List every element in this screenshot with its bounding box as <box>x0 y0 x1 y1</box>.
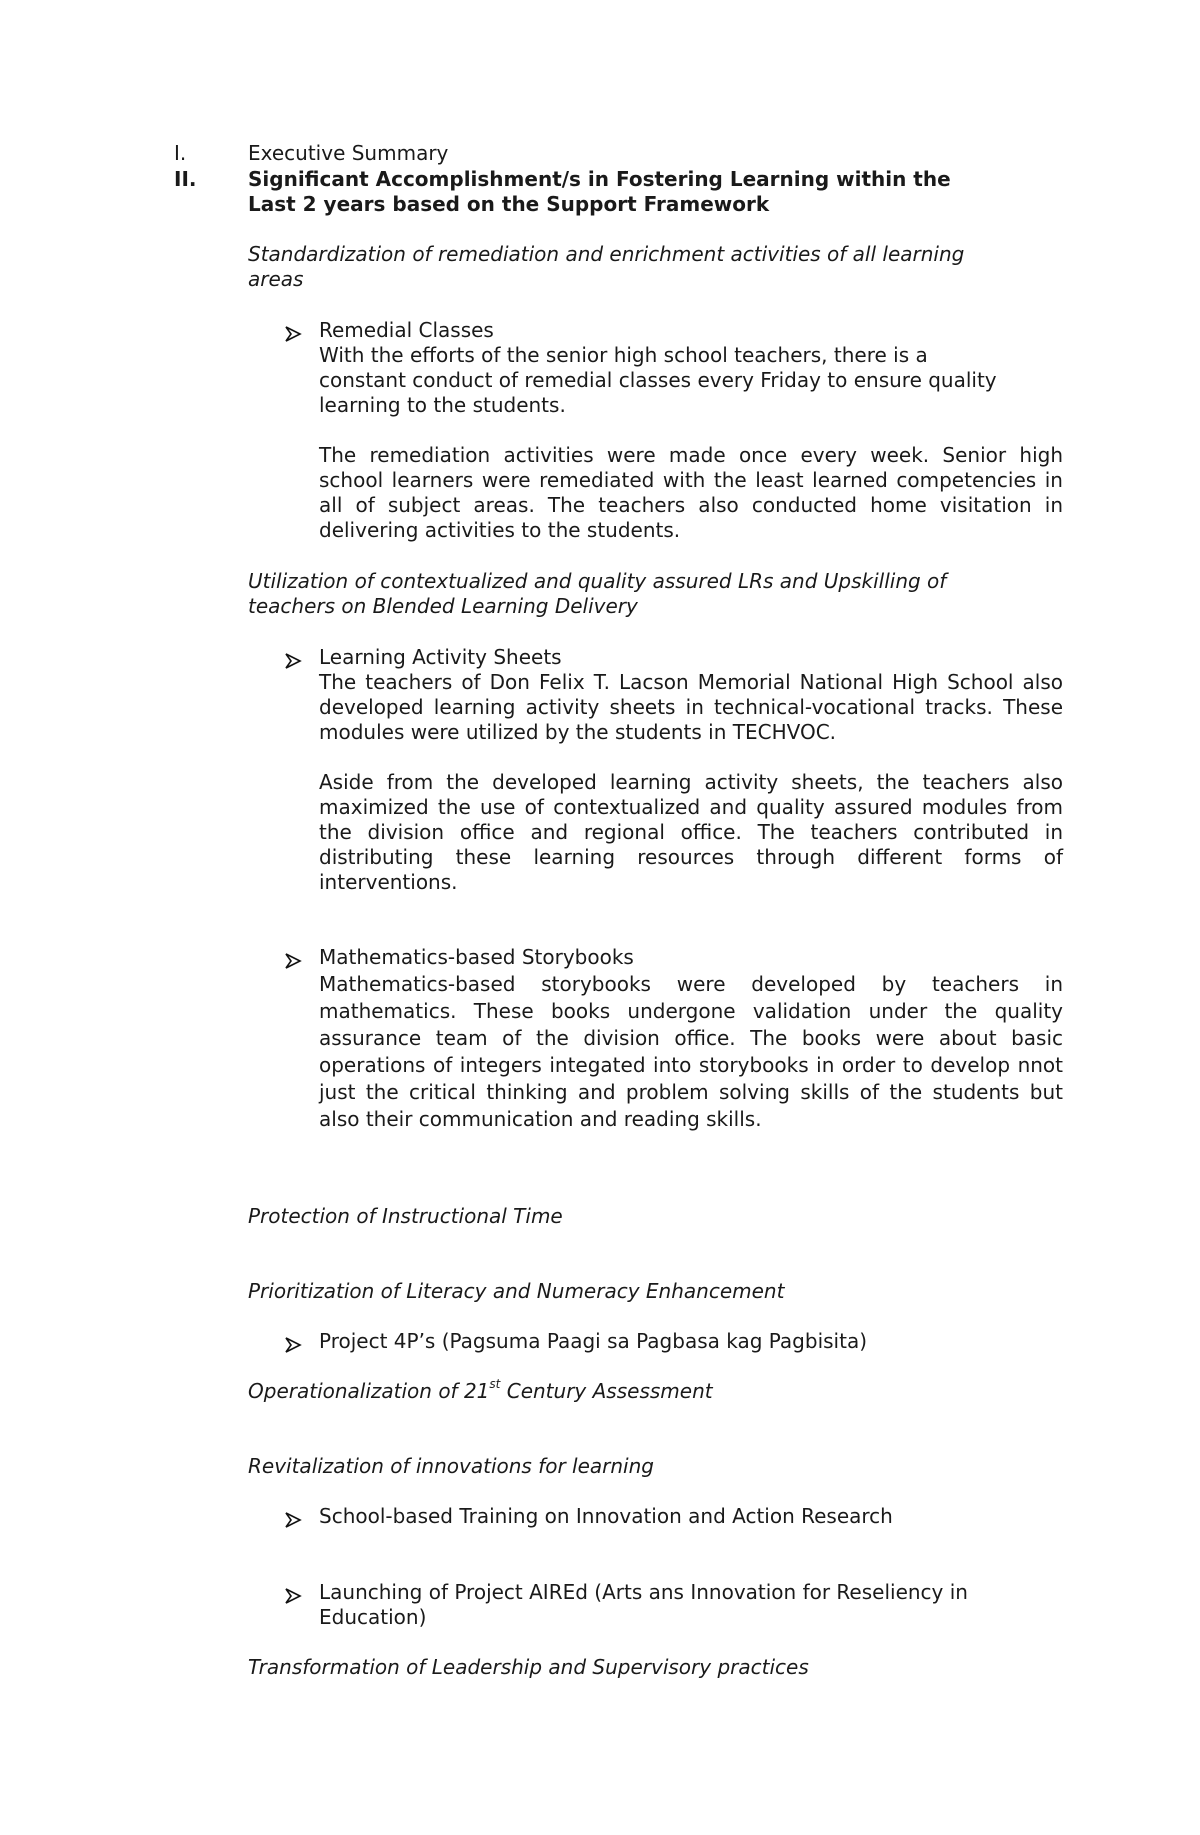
arrowhead-bullet-icon <box>283 1510 303 1530</box>
section-heading-assessment-pre: Operationalization of 21 <box>248 1379 490 1403</box>
section-heading-leadership: Transformation of Leadership and Supervisory practices <box>248 1655 809 1679</box>
section-heading-standardization-line1: Standardization of remediation and enrichment activities of all learning <box>248 242 965 266</box>
paragraph-mathematics-storybooks: Mathematics-based storybooks were developed by teachers in mathematics. These books undergone validation under the quality assurance team of the division office. The books were about basic operations of integers integated into storybooks in order to develop nnot just the critical thinking and problem solving skills of the students but also their communication and reading skills. <box>319 972 1063 1131</box>
bullet-label-learning-activity-sheets: Learning Activity Sheets <box>319 645 562 669</box>
section-heading-standardization-line2: areas <box>248 267 304 291</box>
outline-number-ii: II. <box>174 167 197 191</box>
bullet-label-project-aired-line2: Education) <box>319 1605 427 1629</box>
section-heading-utilization-line1: Utilization of contextualized and quality assured LRs and Upskilling of <box>248 569 947 593</box>
section-heading-assessment <box>248 1379 1088 1404</box>
section-heading-assessment-post: Century Assessment <box>500 1379 713 1403</box>
section-heading-innovations: Revitalization of innovations for learning <box>248 1454 654 1478</box>
paragraph-contextualized-modules: Aside from the developed learning activity sheets, the teachers also maximized the use of contextualized and quality assured modules from the division office and regional office. The teachers contributed in distributing these learning resources through different forms of interventions. <box>319 770 1063 894</box>
section-heading-utilization-line2: teachers on Blended Learning Delivery <box>248 594 638 618</box>
section-heading-literacy-numeracy: Prioritization of Literacy and Numeracy Enhancement <box>248 1279 785 1303</box>
outline-title-executive-summary: Executive Summary <box>248 141 449 165</box>
outline-title-accomplishments-line2: Last 2 years based on the Support Framework <box>248 192 770 216</box>
bullet-label-remedial-classes: Remedial Classes <box>319 318 494 342</box>
outline-number-i: I. <box>174 141 187 165</box>
arrowhead-bullet-icon <box>283 1586 303 1606</box>
section-heading-assessment-sup: st <box>489 1377 501 1392</box>
arrowhead-bullet-icon <box>283 324 303 344</box>
bullet-label-project-4ps: Project 4P’s (Pagsuma Paagi sa Pagbasa kag Pagbisita) <box>319 1329 868 1353</box>
paragraph-remedial-line3: learning to the students. <box>319 393 566 417</box>
outline-title-accomplishments-line1: Significant Accomplishment/s in Fostering Learning within the <box>248 167 951 191</box>
bullet-label-school-based-training: School-based Training on Innovation and Action Research <box>319 1504 893 1528</box>
paragraph-learning-activity-sheets: The teachers of Don Felix T. Lacson Memorial National High School also developed learning activity sheets in technical-vocational tracks. These modules were utilized by the students in TECHVOC. <box>319 670 1063 744</box>
arrowhead-bullet-icon <box>283 951 303 971</box>
arrowhead-bullet-icon <box>283 1335 303 1355</box>
paragraph-remedial-line2: constant conduct of remedial classes every Friday to ensure quality <box>319 368 997 392</box>
paragraph-remediation-activities: The remediation activities were made once every week. Senior high school learners were remediated with the least learned competencies in all of subject areas. The teachers also conducted home visitation in delivering activities to the students. <box>319 443 1063 542</box>
bullet-label-project-aired-line1: Launching of Project AIREd (Arts ans Innovation for Reseliency in <box>319 1580 968 1604</box>
paragraph-remedial-line1: With the efforts of the senior high school teachers, there is a <box>319 343 928 367</box>
section-heading-instructional-time: Protection of Instructional Time <box>248 1204 563 1228</box>
arrowhead-bullet-icon <box>283 651 303 671</box>
bullet-label-mathematics-storybooks: Mathematics-based Storybooks <box>319 945 634 969</box>
